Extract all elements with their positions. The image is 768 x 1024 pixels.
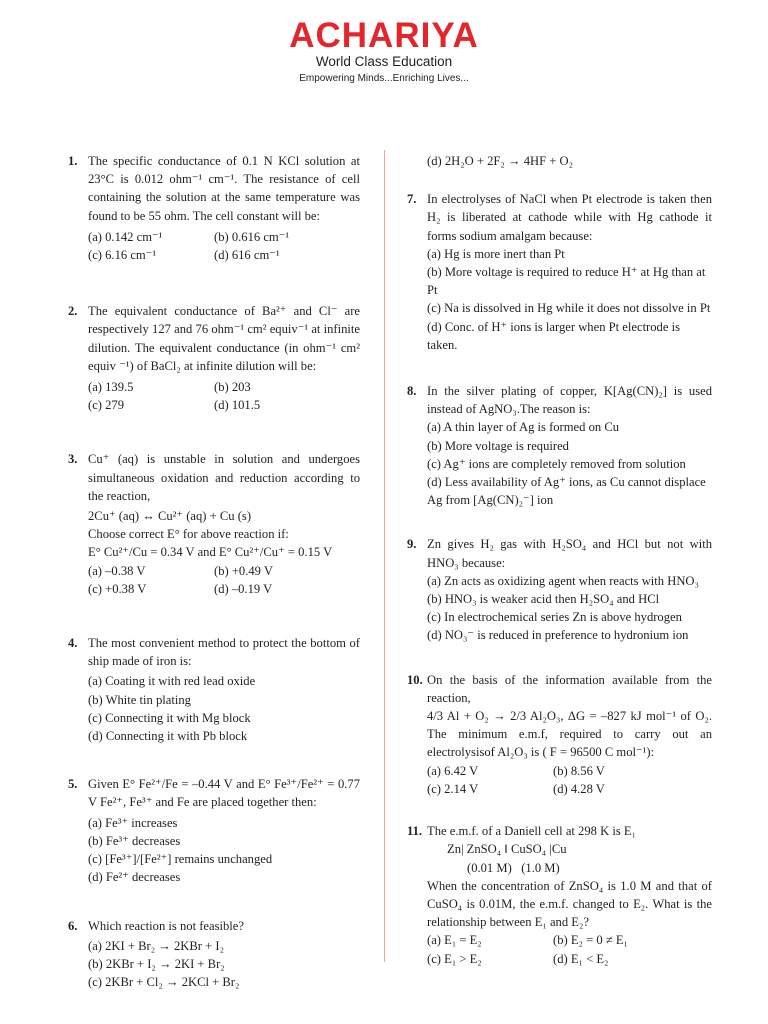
option-d: (d) E₁ < E₂ xyxy=(553,951,609,966)
option-c: (c) Connecting it with Mg block xyxy=(88,710,251,725)
cell-notation: Zn| ZnSO₄ ‖ CuSO₄ |Cu xyxy=(447,842,567,857)
question-4 xyxy=(68,634,360,745)
question-11 xyxy=(407,822,712,968)
option-b: (b) E₂ = 0 ≠ E₁ xyxy=(553,933,628,948)
reaction-equation: 2Cu⁺ (aq) ↔ Cu²⁺ (aq) + Cu (s) xyxy=(88,509,252,524)
question-number: 5. xyxy=(68,777,78,792)
question-1 xyxy=(68,152,360,264)
option-d: (d) Conc. of H⁺ ions is larger when Pt electrode is taken. xyxy=(427,319,680,352)
question-3 xyxy=(68,450,360,598)
question-text: The specific conductance of 0.1 N KCl solution at 23°C is 0.012 ohm⁻¹ cm⁻¹. The resistance of cell containing the solution at the same temperature was found to be 55 ohm. The cell constant will be: xyxy=(88,154,360,223)
option-a: (a) A thin layer of Ag is formed on Cu xyxy=(427,420,620,435)
question-number: 1. xyxy=(68,154,78,168)
slogan: Empowering Minds...Enriching Lives... xyxy=(299,73,469,84)
option-d: (d) 101.5 xyxy=(214,398,261,413)
brand-logo: ACHARIYA xyxy=(289,16,479,55)
option-c: (c) 2.14 V xyxy=(427,781,479,796)
options xyxy=(88,672,360,745)
question-text: In electrolyses of NaCl when Pt electrode is taken then H₂ is liberated at cathode while with Hg cathode it forms sodium amalgam because: xyxy=(427,192,712,243)
question-5 xyxy=(68,775,360,886)
column-divider xyxy=(384,150,385,962)
options xyxy=(427,572,712,645)
option-a: (a) Fe³⁺ increases xyxy=(88,815,178,830)
right-column xyxy=(407,150,712,968)
question-reaction: 4/3 Al + O₂ → 2/3 Al₂O₃, ΔG = –827 kJ mol⁻¹ of O₂. The minimum e.m.f, required to carry out an electrolysisof Al₂O₃ is ( F = 96500 C mol⁻¹): xyxy=(427,709,712,760)
option-a: (a) Hg is more inert than Pt xyxy=(427,246,565,261)
question-text-2: When the concentration of ZnSO₄ is 1.0 M and that of CuSO₄ is 0.01M, the e.m.f. changed to E₂. What is the relationship between E₁ and E₂? xyxy=(427,878,712,930)
question-text: The most convenient method to protect the bottom of ship made of iron is: xyxy=(88,636,360,669)
option-a: (a) Coating it with red lead oxide xyxy=(88,674,256,689)
options xyxy=(427,762,712,798)
option-a: (a) E₁ = E₂ xyxy=(427,933,482,948)
question-number: 6. xyxy=(68,918,78,933)
question-number: 2. xyxy=(68,304,78,319)
question-number: 10. xyxy=(407,672,423,687)
question-text: Given E° Fe²⁺/Fe = –0.44 V and E° Fe³⁺/Fe²⁺ = 0.77 V Fe²⁺, Fe³⁺ and Fe are placed together then: xyxy=(88,777,360,810)
option-c: (c) +0.38 V xyxy=(88,581,147,596)
option-b: (b) 203 xyxy=(214,380,251,395)
option-a: (a) –0.38 V xyxy=(88,563,146,578)
options xyxy=(88,378,360,414)
option-b: (b) +0.49 V xyxy=(214,563,273,578)
option-c: (c) 6.16 cm⁻¹ xyxy=(88,248,157,263)
question-text: In the silver plating of copper, K[Ag(CN)₂] is used instead of AgNO₃.The reason is: xyxy=(427,384,712,417)
question-8 xyxy=(407,382,712,509)
question-text: On the basis of the information available from the reaction, xyxy=(427,672,712,705)
electrode-potentials: E° Cu²⁺/Cu = 0.34 V and E° Cu²⁺/Cu⁺ = 0.15 V xyxy=(88,545,333,560)
option-b: (b) More voltage is required to reduce H⁺ at Hg than at Pt xyxy=(427,265,706,298)
option-a: (a) 139.5 xyxy=(88,380,134,395)
option-d: (d) 4.28 V xyxy=(553,781,605,796)
option-c: (c) 2KBr + Cl₂ → 2KCl + Br₂ xyxy=(88,975,240,990)
options xyxy=(427,931,712,967)
option-b: (b) HNO₃ is weaker acid then H₂SO₄ and HCl xyxy=(427,592,660,607)
question-text: The equivalent conductance of Ba²⁺ and Cl⁻ are respectively 127 and 76 ohm⁻¹ cm² equiv⁻¹ at infinite dilution. The equivalent conductance (in ohm⁻¹ cm² equiv ⁻¹) of BaCl₂ at infinite dilution will be: xyxy=(88,304,360,373)
question-2 xyxy=(68,302,360,414)
option-d: (d) Less availability of Ag⁺ ions, as Cu cannot displace Ag from [Ag(CN)₂⁻] ion xyxy=(427,475,706,508)
options xyxy=(88,814,360,887)
question-text: Which reaction is not feasible? xyxy=(88,918,244,933)
options xyxy=(427,245,712,354)
question-number: 7. xyxy=(407,192,417,207)
tagline: World Class Education xyxy=(315,54,453,69)
question-number: 4. xyxy=(68,636,78,651)
option-c: (c) Na is dissolved in Hg while it does not dissolve in Pt xyxy=(427,301,711,316)
option-c: (c) In electrochemical series Zn is above hydrogen xyxy=(427,610,682,625)
option-d: (d) Connecting it with Pb block xyxy=(88,729,248,744)
option-b: (b) Fe³⁺ decreases xyxy=(88,833,181,848)
option-a: (a) 6.42 V xyxy=(427,763,479,778)
question-10 xyxy=(407,671,712,798)
option-a: (a) 2KI + Br₂ → 2KBr + I₂ xyxy=(88,938,224,953)
question-number: 3. xyxy=(68,452,78,467)
question-text: The e.m.f. of a Daniell cell at 298 K is E₁ xyxy=(427,824,636,839)
options xyxy=(88,562,360,598)
option-a: (a) 0.142 cm⁻¹ xyxy=(88,229,163,244)
question-text: Zn gives H₂ gas with H₂SO₄ and HCl but not with HNO₃ because: xyxy=(427,537,712,570)
option-d: (d) –0.19 V xyxy=(214,581,273,596)
question-6 xyxy=(68,917,360,992)
question-9 xyxy=(407,535,712,644)
options xyxy=(88,228,360,264)
option-b: (b) More voltage is required xyxy=(427,438,569,453)
option-d: (d) Fe²⁺ decreases xyxy=(88,870,181,885)
options xyxy=(88,937,360,992)
question-number: 11. xyxy=(407,824,423,839)
question-6-option-d: (d) 2H₂O + 2F₂ → 4HF + O₂ xyxy=(427,154,573,168)
option-b: (b) 0.616 cm⁻¹ xyxy=(214,229,290,244)
option-b: (b) White tin plating xyxy=(88,692,191,707)
option-c: (c) Ag⁺ ions are completely removed from solution xyxy=(427,456,686,471)
option-c: (c) E₁ > E₂ xyxy=(427,951,482,966)
option-a: (a) Zn acts as oxidizing agent when reacts with HNO₃ xyxy=(427,573,699,588)
cell-concentrations: (0.01 M) (1.0 M) xyxy=(467,860,560,875)
question-text: Cu⁺ (aq) is unstable in solution and undergoes simultaneous oxidation and reduction according to the reaction, xyxy=(88,452,360,503)
question-7 xyxy=(407,190,712,354)
option-c: (c) 279 xyxy=(88,398,125,413)
question-instruction: Choose correct E° for above reaction if: xyxy=(88,527,289,542)
option-b: (b) 2KBr + I₂ → 2KI + Br₂ xyxy=(88,956,225,971)
option-d: (d) NO₃⁻ is reduced in preference to hydronium ion xyxy=(427,628,689,643)
option-b: (b) 8.56 V xyxy=(553,763,605,778)
left-column xyxy=(68,150,360,991)
question-number: 9. xyxy=(407,537,417,552)
option-d: (d) 616 cm⁻¹ xyxy=(214,248,280,263)
options xyxy=(427,418,712,509)
option-c: (c) [Fe³⁺]/[Fe²⁺] remains unchanged xyxy=(88,852,273,867)
question-number: 8. xyxy=(407,384,417,399)
